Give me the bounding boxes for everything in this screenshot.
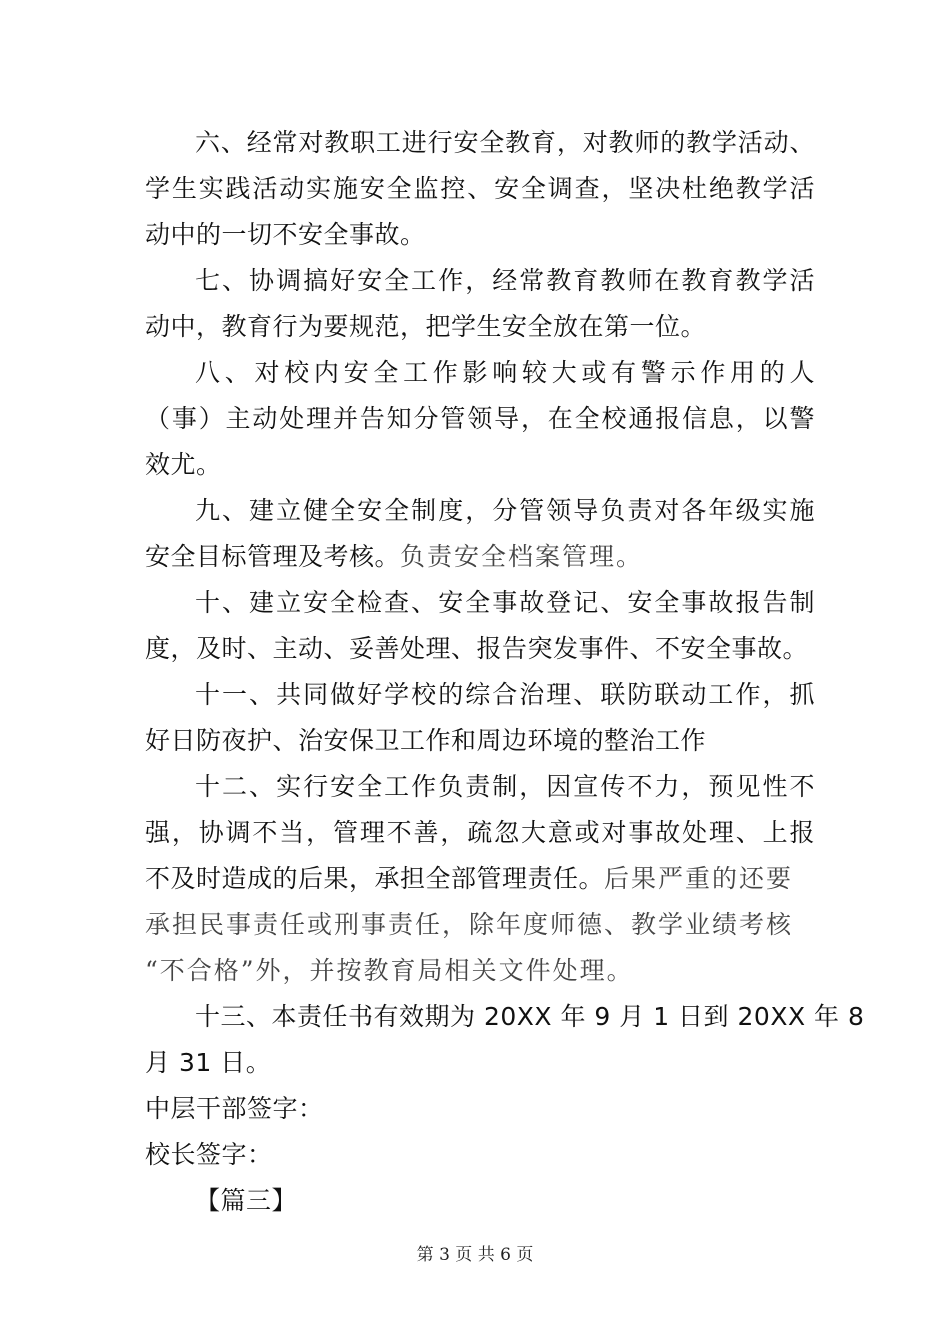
paragraph-line: 度，及时、主动、妥善处理、报告突发事件、不安全事故。	[145, 634, 809, 663]
principal-signature-label: 校长签字：	[145, 1140, 273, 1169]
paragraph-line	[145, 534, 815, 580]
paragraph-line: 七、协调搞好安全工作，经常教育教师在教育教学活	[195, 266, 815, 295]
paragraph-line: 强，协调不当，管理不善，疏忽大意或对事故处理、上报	[145, 818, 815, 847]
paragraph-line: 效尤。	[145, 450, 222, 479]
paragraph-line: 月 31 日。	[145, 1048, 272, 1077]
paragraph-line: 动中的一切不安全事故。	[145, 220, 426, 249]
paragraph-text: 安全目标管理及考核。	[145, 542, 401, 571]
paragraph-line: 承担民事责任或刑事责任，除年度师德、教学业绩考核	[145, 910, 794, 939]
paragraph-line: 好日防夜护、治安保卫工作和周边环境的整治工作	[145, 726, 707, 755]
paragraph-line: 十二、实行安全工作负责制，因宣传不力，预见性不	[195, 772, 815, 801]
paragraph-text-light: 后果严重的还要	[604, 864, 794, 893]
paragraph-line: 九、建立健全安全制度，分管领导负责对各年级实施	[195, 496, 815, 525]
paragraph-line: 十三、本责任书有效期为 20XX 年 9 月 1 日到 20XX 年 8	[195, 1002, 865, 1031]
paragraph-line: 动中，教育行为要规范，把学生安全放在第一位。	[145, 312, 707, 341]
paragraph-line: 十一、共同做好学校的综合治理、联防联动工作，抓	[195, 680, 815, 709]
paragraph-line: 学生实践活动实施安全监控、安全调查，坚决杜绝教学活	[145, 174, 815, 203]
paragraph-line: 六、经常对教职工进行安全教育，对教师的教学活动、	[195, 128, 815, 157]
paragraph-line	[145, 856, 815, 902]
page-footer: 第 3 页 共 6 页	[416, 1245, 534, 1265]
paragraph-text: 不及时造成的后果，承担全部管理责任。	[145, 864, 605, 893]
paragraph-line: “不合格”外，并按教育局相关文件处理。	[145, 956, 634, 985]
paragraph-line: （事）主动处理并告知分管领导，在全校通报信息，以警	[145, 404, 815, 433]
paragraph-line: 十、建立安全检查、安全事故登记、安全事故报告制	[195, 588, 815, 617]
paragraph-text-light: 负责安全档案管理。	[400, 542, 644, 571]
middle-manager-signature-label: 中层干部签字：	[145, 1094, 324, 1123]
paragraph-line: 八、对校内安全工作影响较大或有警示作用的人	[195, 358, 815, 387]
section-heading: 【篇三】	[195, 1186, 298, 1215]
